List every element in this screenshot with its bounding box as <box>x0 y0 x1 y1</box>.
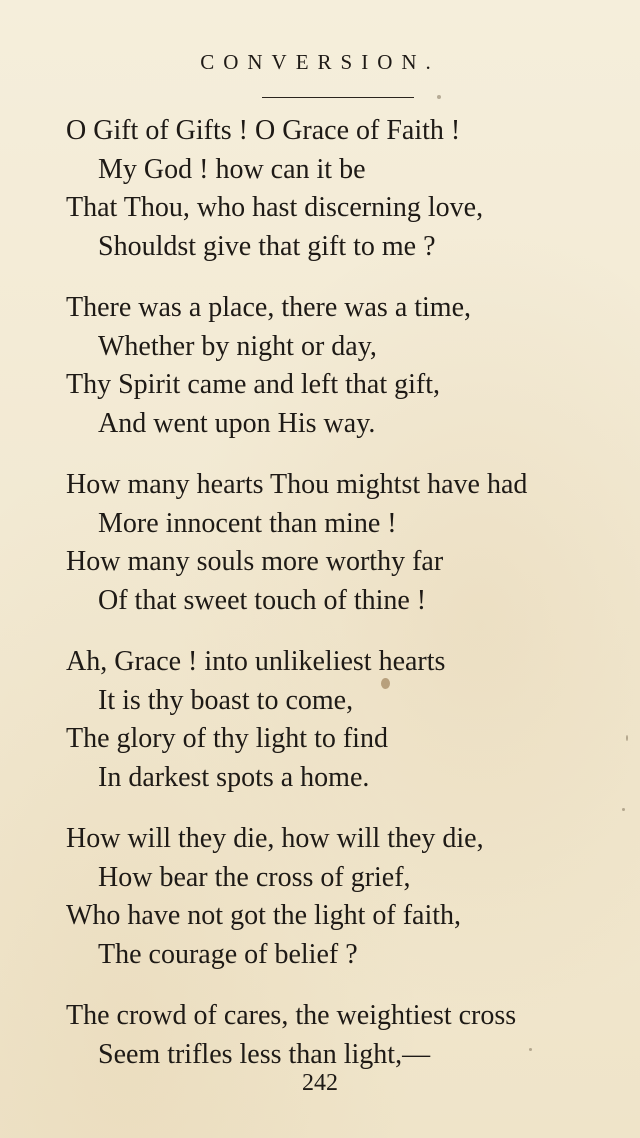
stanza-2 <box>66 289 636 443</box>
poem-line: The courage of belief ? <box>98 938 358 970</box>
stanza-3 <box>66 466 636 620</box>
poem-line: How will they die, how will they die, <box>66 823 484 854</box>
poem-line: Of that sweet touch of thine ! <box>98 584 427 616</box>
poem-line: It is thy boast to come, <box>98 684 354 716</box>
poem-line: Whether by night or day, <box>98 330 377 362</box>
poem-line: Shouldst give that gift to me ? <box>98 230 436 262</box>
paper-speck <box>437 95 441 99</box>
poem-line: The crowd of cares, the weightiest cross <box>66 1000 517 1031</box>
poem-line: There was a place, there was a time, <box>66 292 472 323</box>
stanza-1 <box>66 112 636 266</box>
stanza-5 <box>66 820 636 974</box>
stanza-6 <box>66 997 636 1074</box>
paper-speck <box>622 808 625 811</box>
paper-speck <box>529 1048 532 1051</box>
poem-line: Thy Spirit came and left that gift, <box>66 369 441 400</box>
poem-line: My God ! how can it be <box>98 153 366 185</box>
poem-line: Seem trifles less than light,— <box>98 1038 431 1070</box>
poem-line: How many hearts Thou mightst have had <box>66 469 528 500</box>
poem-line: More innocent than mine ! <box>98 507 397 539</box>
poem-line: O Gift of Gifts ! O Grace of Faith ! <box>66 115 461 146</box>
poem-line: In darkest spots a home. <box>98 761 370 793</box>
stanza-4 <box>66 643 636 797</box>
page-number: 242 <box>302 1070 338 1096</box>
running-head: CONVERSION. <box>200 50 440 74</box>
poem-line: Who have not got the light of faith, <box>66 900 462 931</box>
poem-line: And went upon His way. <box>98 407 376 439</box>
paper-speck <box>381 678 390 689</box>
head-rule <box>262 97 414 98</box>
poem-line: How bear the cross of grief, <box>98 861 411 893</box>
poem-body <box>66 112 636 1097</box>
poem-line: How many souls more worthy far <box>66 546 444 577</box>
poem-line: That Thou, who hast discerning love, <box>66 192 484 223</box>
paper-speck <box>626 735 628 741</box>
poem-line: The glory of thy light to find <box>66 723 388 754</box>
poem-line: Ah, Grace ! into unlikeliest hearts <box>66 646 446 677</box>
